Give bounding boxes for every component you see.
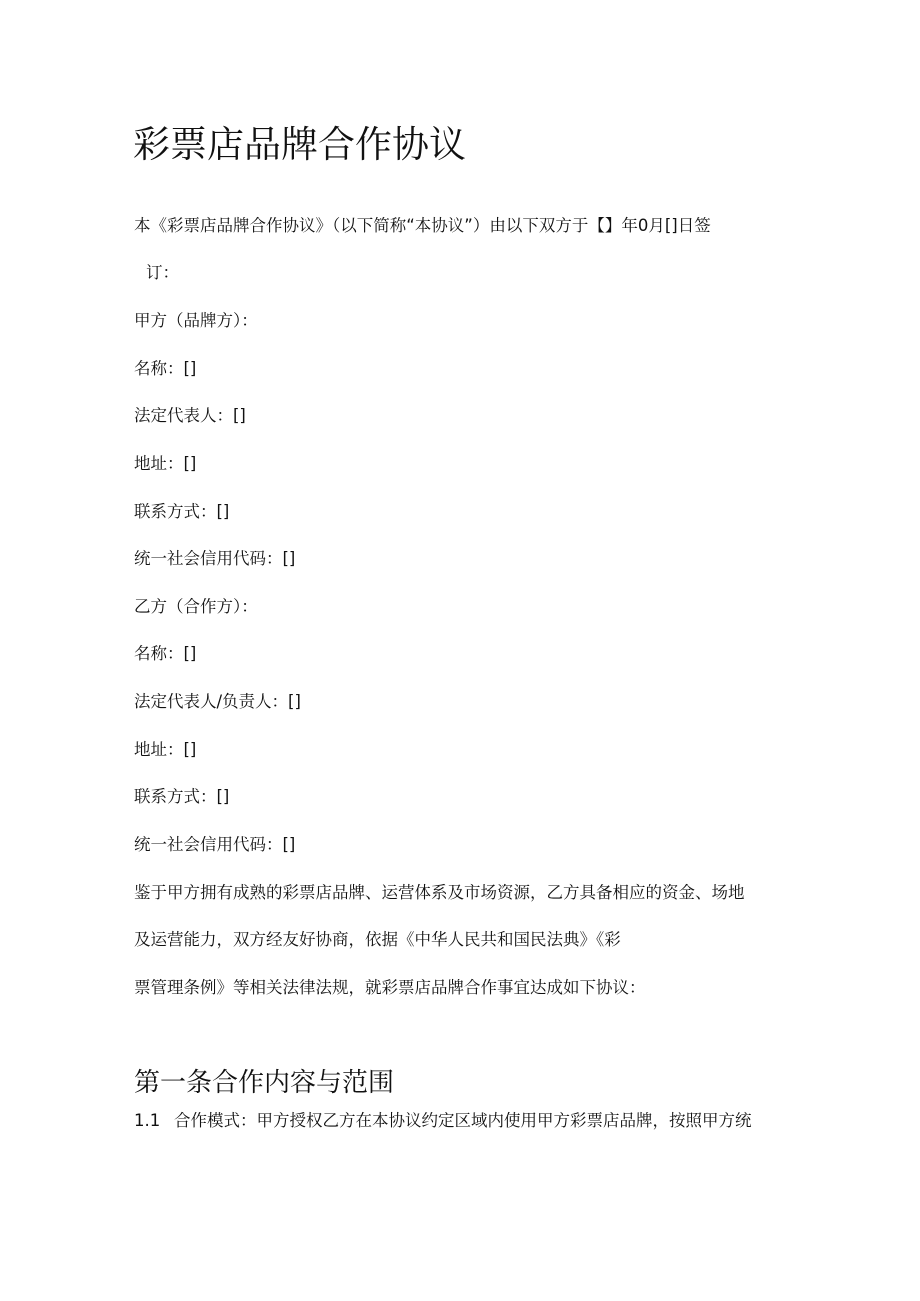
recital-line-3: 票管理条例》等相关法律法规，就彩票店品牌合作事宜达成如下协议： — [134, 978, 646, 997]
party-b-contact: 联系方式：[] — [134, 787, 230, 806]
clause-number: 1.1 — [134, 1111, 161, 1130]
party-b-heading: 乙方（合作方）： — [134, 597, 258, 616]
party-a-contact: 联系方式：[] — [134, 502, 230, 521]
document-title: 彩票店品牌合作协议 — [133, 123, 466, 166]
party-a-heading: 甲方（品牌方）： — [134, 311, 258, 330]
party-b-address: 地址：[] — [134, 740, 197, 759]
section-heading-1: 第一条合作内容与范围 — [134, 1068, 395, 1098]
clause-text: 合作模式：甲方授权乙方在本协议约定区域内使用甲方彩票店品牌，按照甲方统 — [174, 1111, 752, 1130]
clause-1-1 — [134, 1110, 752, 1132]
party-b-credit-code: 统一社会信用代码：[] — [134, 835, 296, 854]
preamble-line-2: 订： — [146, 263, 179, 282]
recital-line-1: 鉴于甲方拥有成熟的彩票店品牌、运营体系及市场资源，乙方具备相应的资金、场地 — [134, 883, 745, 902]
preamble-line-1: 本《彩票店品牌合作协议》（以下简称“本协议”）由以下双方于【】年0月[]日签 — [134, 216, 711, 235]
party-a-legal-rep: 法定代表人：[] — [134, 406, 246, 425]
party-a-name: 名称：[] — [134, 359, 197, 378]
party-b-name: 名称：[] — [134, 644, 197, 663]
recital-line-2: 及运营能力，双方经友好协商，依据《中华人民共和国民法典》《彩 — [134, 930, 621, 949]
party-b-legal-rep: 法定代表人/负责人：[] — [134, 692, 301, 711]
party-a-address: 地址：[] — [134, 454, 197, 473]
party-a-credit-code: 统一社会信用代码：[] — [134, 549, 296, 568]
